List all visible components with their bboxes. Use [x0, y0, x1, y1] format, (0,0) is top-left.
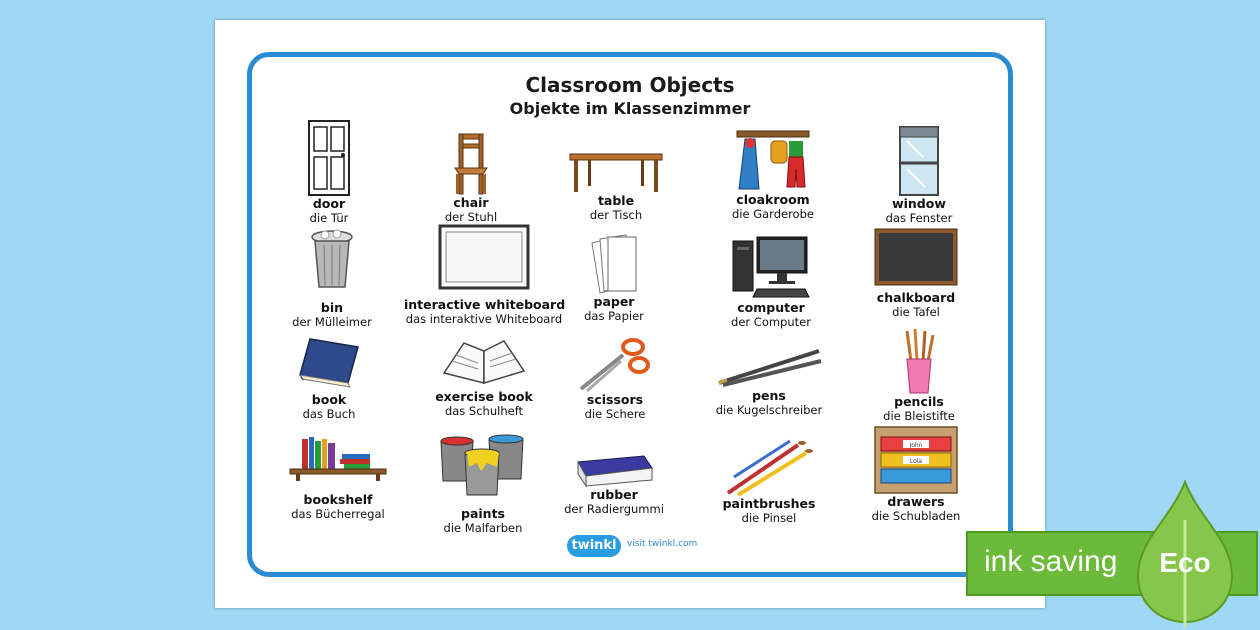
item-label-en: chalkboard [876, 290, 956, 305]
item-label-de: der Radiergummi [564, 502, 664, 516]
item-label-en: cloakroom [736, 192, 810, 207]
eco-badge-text: Eco [1159, 547, 1211, 578]
item-label-de: die Tafel [892, 305, 940, 319]
item-label-de: das interaktive Whiteboard [405, 312, 563, 326]
bin-icon [309, 229, 355, 289]
blue-border-frame [247, 52, 1013, 577]
item-label-en: bin [320, 300, 344, 315]
item-label-en: paintbrushes [722, 496, 816, 511]
item-label-de: die Malfarben [443, 521, 523, 535]
item-label-en: bookshelf [303, 492, 373, 507]
item-pencils [839, 327, 999, 423]
bookshelf-icon [288, 435, 388, 481]
twinkl-brand: twinkl [567, 535, 621, 557]
item-label-en: computer [737, 300, 805, 315]
item-chair [391, 132, 551, 224]
ink-saving-text: ink saving [984, 545, 1118, 578]
item-label-en: window [892, 196, 946, 211]
whiteboard-icon [438, 224, 530, 292]
item-label-en: chair [453, 195, 489, 210]
item-label-de: die Kugelschreiber [715, 403, 823, 417]
drawer-label: John [909, 442, 923, 449]
cloakroom-icon [735, 129, 811, 193]
item-paintbrushes [689, 437, 849, 525]
item-cloakroom [693, 129, 853, 221]
item-pens [689, 345, 849, 417]
chair-icon [451, 132, 491, 196]
item-label-de: die Schubladen [871, 509, 961, 523]
item-label-en: interactive whiteboard [404, 297, 566, 312]
door-icon [305, 119, 353, 197]
scissors-icon [577, 333, 653, 393]
page-title: Classroom Objects [525, 73, 735, 97]
item-label-de: die Tür [309, 211, 349, 225]
chalkboard-icon [873, 227, 959, 287]
item-label-de: das Papier [584, 309, 644, 323]
item-bookshelf [258, 435, 418, 521]
item-label-en: exercise book [435, 389, 533, 404]
table-icon [568, 152, 664, 194]
paintbrushes-icon [724, 437, 814, 497]
item-label-de: der Mülleimer [292, 315, 372, 329]
item-rubber [534, 452, 694, 516]
item-label-en: paper [593, 294, 635, 309]
item-label-en: rubber [590, 487, 638, 502]
item-label-en: scissors [586, 392, 644, 407]
twinkl-visit-link[interactable]: visit twinkl.com [627, 539, 698, 549]
pens-icon [715, 345, 823, 387]
item-book [249, 333, 409, 421]
item-label-en: drawers [887, 494, 945, 509]
item-label-en: door [312, 196, 346, 211]
item-label-en: table [597, 193, 635, 208]
item-label-de: der Tisch [589, 208, 643, 222]
item-computer [691, 235, 851, 329]
item-label-en: pens [752, 388, 786, 403]
item-drawers [836, 425, 996, 523]
page-subtitle: Objekte im Klassenzimmer [509, 99, 751, 118]
item-window [839, 125, 999, 225]
eco-leaf-icon [1130, 480, 1240, 630]
item-label-de: das Bücherregal [291, 507, 385, 521]
item-label-de: der Stuhl [444, 210, 498, 224]
item-label-en: paints [461, 506, 505, 521]
item-door [249, 119, 409, 225]
item-label-de: die Pinsel [741, 511, 797, 525]
item-label-en: pencils [894, 394, 944, 409]
item-scissors [535, 333, 695, 421]
item-label-de: die Garderobe [732, 207, 814, 221]
item-bin [252, 229, 412, 329]
item-label-de: der Computer [731, 315, 811, 329]
item-label-de: die Schere [584, 407, 646, 421]
exercise-book-icon [442, 337, 526, 385]
item-label-en: book [311, 392, 347, 407]
drawer-label: Lola [909, 458, 923, 465]
item-label-de: die Bleistifte [883, 409, 955, 423]
item-paper [534, 233, 694, 323]
item-chalkboard [836, 227, 996, 319]
computer-icon [731, 235, 811, 301]
item-label-de: das Buch [302, 407, 356, 421]
drawers-icon [873, 425, 959, 495]
item-label-de: das Fenster [885, 211, 953, 225]
window-icon [897, 125, 941, 197]
pencils-icon [901, 327, 937, 395]
worksheet-page [215, 20, 1045, 608]
item-label-de: das Schulheft [444, 404, 524, 418]
paints-icon [437, 433, 529, 499]
book-icon [296, 333, 362, 389]
item-table [536, 152, 696, 222]
paper-icon [586, 233, 642, 295]
rubber-icon [572, 452, 656, 488]
